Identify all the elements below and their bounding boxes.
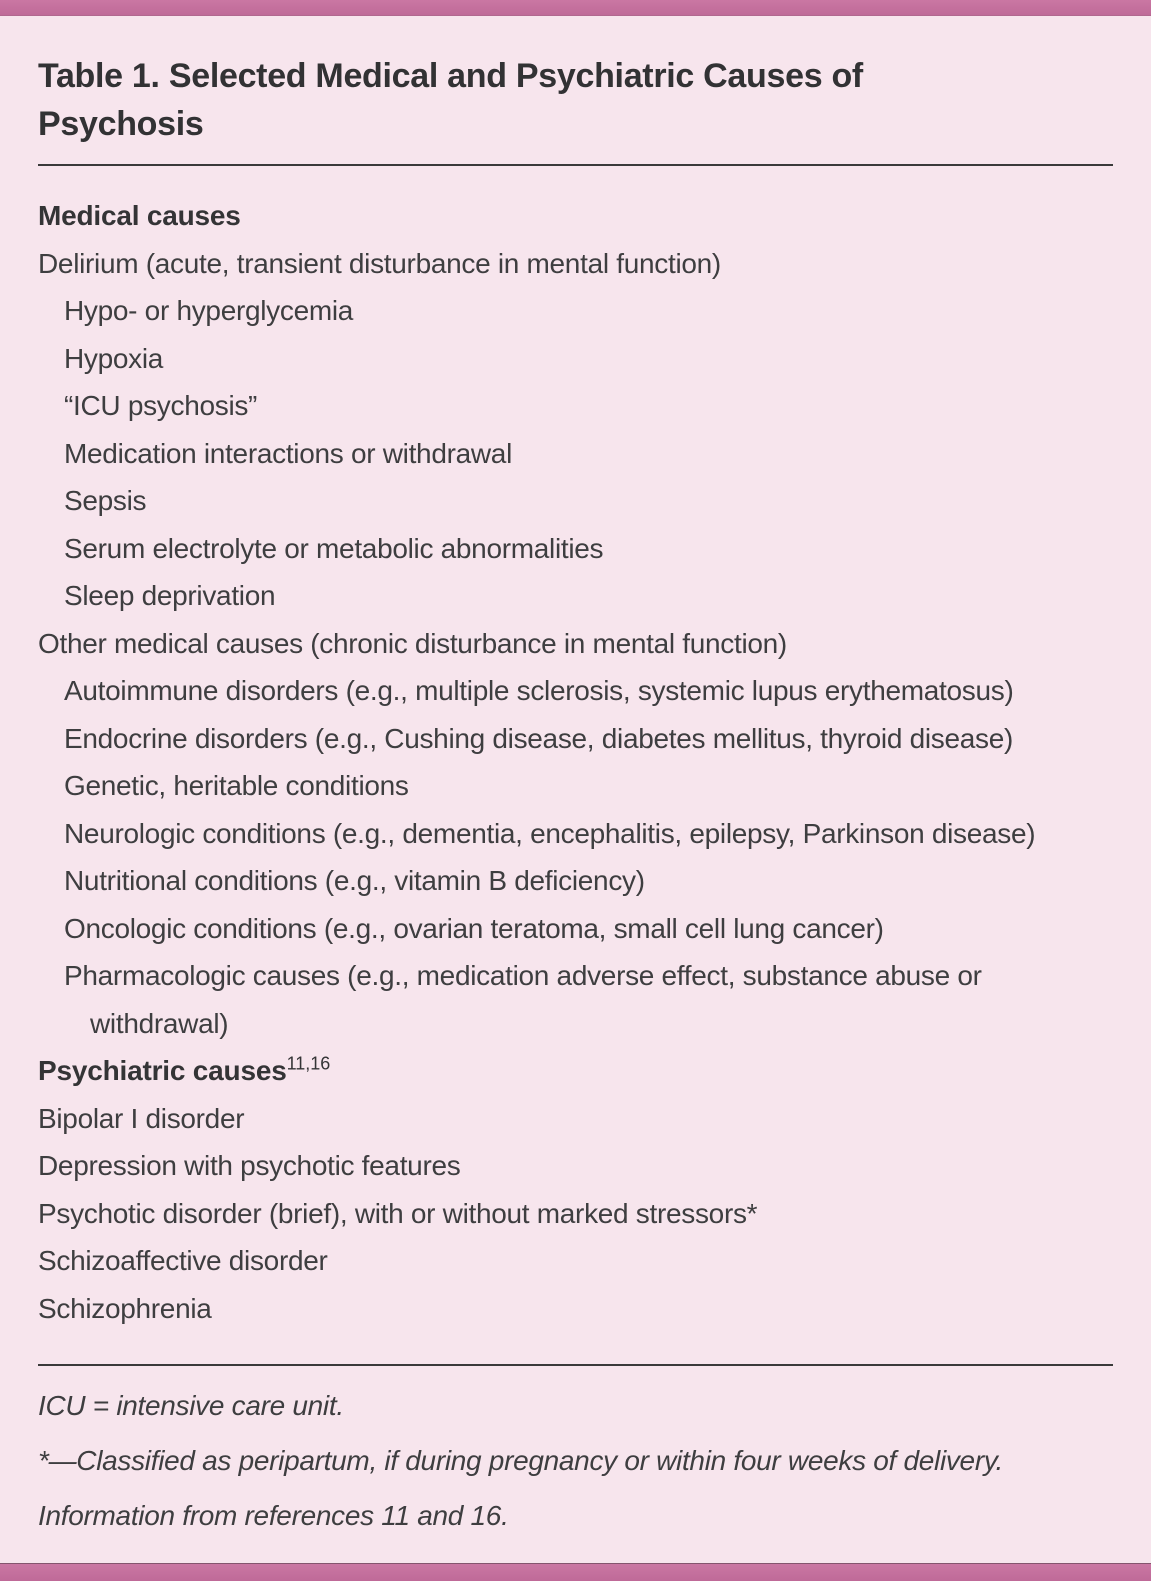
list-item: Medication interactions or withdrawal — [64, 437, 513, 469]
list-item: Hypo- or hyperglycemia — [64, 295, 354, 326]
section-heading-superscript: 11,16 — [286, 1053, 331, 1074]
section-heading-medical-causes — [38, 192, 1113, 240]
footer-rule — [38, 1364, 1113, 1366]
list-item: Delirium (acute, transient disturbance in mental function) — [38, 247, 721, 279]
section-heading-psychiatric-causes — [38, 1047, 1113, 1095]
list-item: Bipolar I disorder — [38, 1102, 245, 1134]
footnote-abbreviation: ICU = intensive care unit. — [38, 1390, 344, 1421]
list-item: Endocrine disorders (e.g., Cushing disease, diabetes mellitus, thyroid disease) — [64, 722, 1014, 754]
list-item: Pharmacologic causes (e.g., medication adverse effect, substance abuse or withdrawal) — [64, 960, 982, 1039]
footnote-source: Information from references 11 and 16. — [38, 1500, 509, 1531]
top-accent-bar — [0, 0, 1151, 16]
list-item: Hypoxia — [64, 342, 164, 374]
list-item: Genetic, heritable conditions — [64, 770, 409, 801]
list-item: Other medical causes (chronic disturbance in mental function) — [38, 627, 787, 659]
footnotes — [38, 1378, 1113, 1543]
list-item: Neurologic conditions (e.g., dementia, encephalitis, epilepsy, Parkinson disease) — [64, 817, 1036, 849]
list-item: Schizophrenia — [38, 1292, 212, 1324]
list-item: Depression with psychotic features — [38, 1150, 461, 1181]
bottom-accent-bar — [0, 1563, 1151, 1581]
table-body — [38, 192, 1113, 1332]
title-rule — [38, 164, 1113, 166]
footnote-asterisk: *—Classified as peripartum, if during pregnancy or within four weeks of delivery. — [38, 1445, 1003, 1476]
list-item: “ICU psychosis” — [64, 390, 258, 421]
list-item: Psychotic disorder (brief), with or without marked stressors* — [38, 1197, 758, 1229]
list-item: Serum electrolyte or metabolic abnormalities — [64, 532, 604, 564]
list-item: Sleep deprivation — [64, 580, 276, 611]
list-item: Autoimmune disorders (e.g., multiple sclerosis, systemic lupus erythematosus) — [64, 675, 1014, 706]
table-title: Table 1. Selected Medical and Psychiatric Causes of Psychosis — [38, 57, 863, 143]
list-item: Nutritional conditions (e.g., vitamin B deficiency) — [64, 865, 645, 896]
section-heading-label: Psychiatric causes — [38, 1055, 287, 1086]
list-item: Sepsis — [64, 485, 147, 516]
list-item: Schizoaffective disorder — [38, 1245, 328, 1276]
list-item: Oncologic conditions (e.g., ovarian teratoma, small cell lung cancer) — [64, 912, 884, 944]
section-heading-label: Medical causes — [38, 200, 241, 231]
